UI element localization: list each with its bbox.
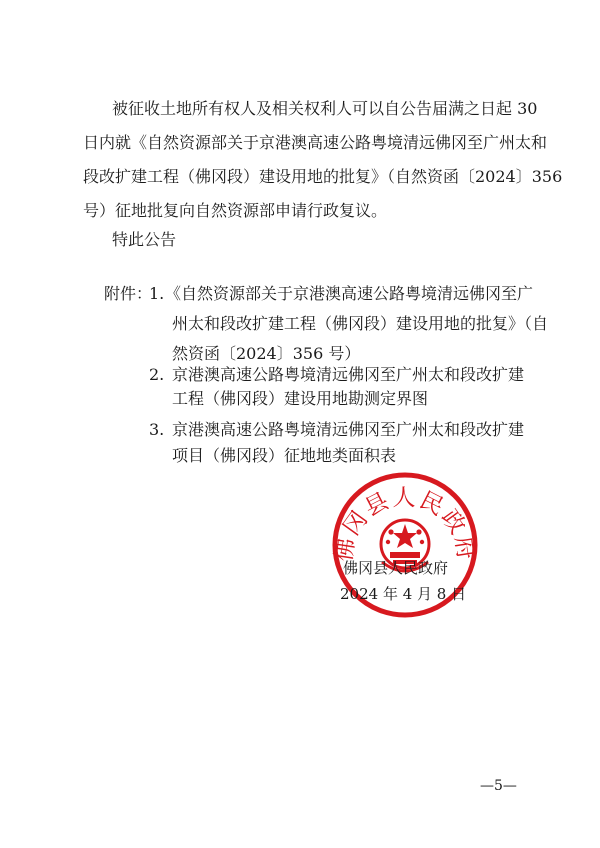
attachment-1-line-3: 然资函〔2024〕356 号） [172, 344, 361, 363]
attachment-3-number: 3. [149, 420, 165, 439]
page-number: —5— [480, 778, 517, 794]
attachment-2-number: 2. [149, 365, 165, 384]
seal-text: 佛冈县人民政府 [330, 485, 480, 564]
body-paragraph-line-2: 日内就《自然资源部关于京港澳高速公路粤境清远佛冈至广州太和 [83, 133, 548, 152]
attachment-1-line-1: 《自然资源部关于京港澳高速公路粤境清远佛冈至广 [165, 284, 534, 303]
body-paragraph-line-4: 号）征地批复向自然资源部申请行政复议。 [83, 201, 388, 220]
issuer-name: 佛冈县人民政府 [343, 559, 449, 577]
body-paragraph-line-3: 段改扩建工程（佛冈段）建设用地的批复》（自然资函〔2024〕356 [83, 167, 563, 186]
attachment-1-number: 1. [149, 284, 165, 303]
attachments-label: 附件： [104, 284, 153, 303]
attachment-2-line-1: 京港澳高速公路粤境清远佛冈至广州太和段改扩建 [172, 365, 525, 384]
issue-date: 2024 年 4 月 8 日 [340, 585, 467, 603]
attachment-2-line-2: 工程（佛冈段）建设用地勘测定界图 [172, 389, 429, 408]
attachment-1-line-2: 州太和段改扩建工程（佛冈段）建设用地的批复》（自 [172, 314, 549, 333]
attachment-3-line-2: 项目（佛冈段）征地地类面积表 [172, 446, 397, 465]
body-paragraph-line-1: 被征收土地所有权人及相关权利人可以自公告届满之日起 30 [112, 99, 538, 118]
closing-line: 特此公告 [112, 230, 177, 249]
attachment-3-line-1: 京港澳高速公路粤境清远佛冈至广州太和段改扩建 [172, 420, 525, 439]
